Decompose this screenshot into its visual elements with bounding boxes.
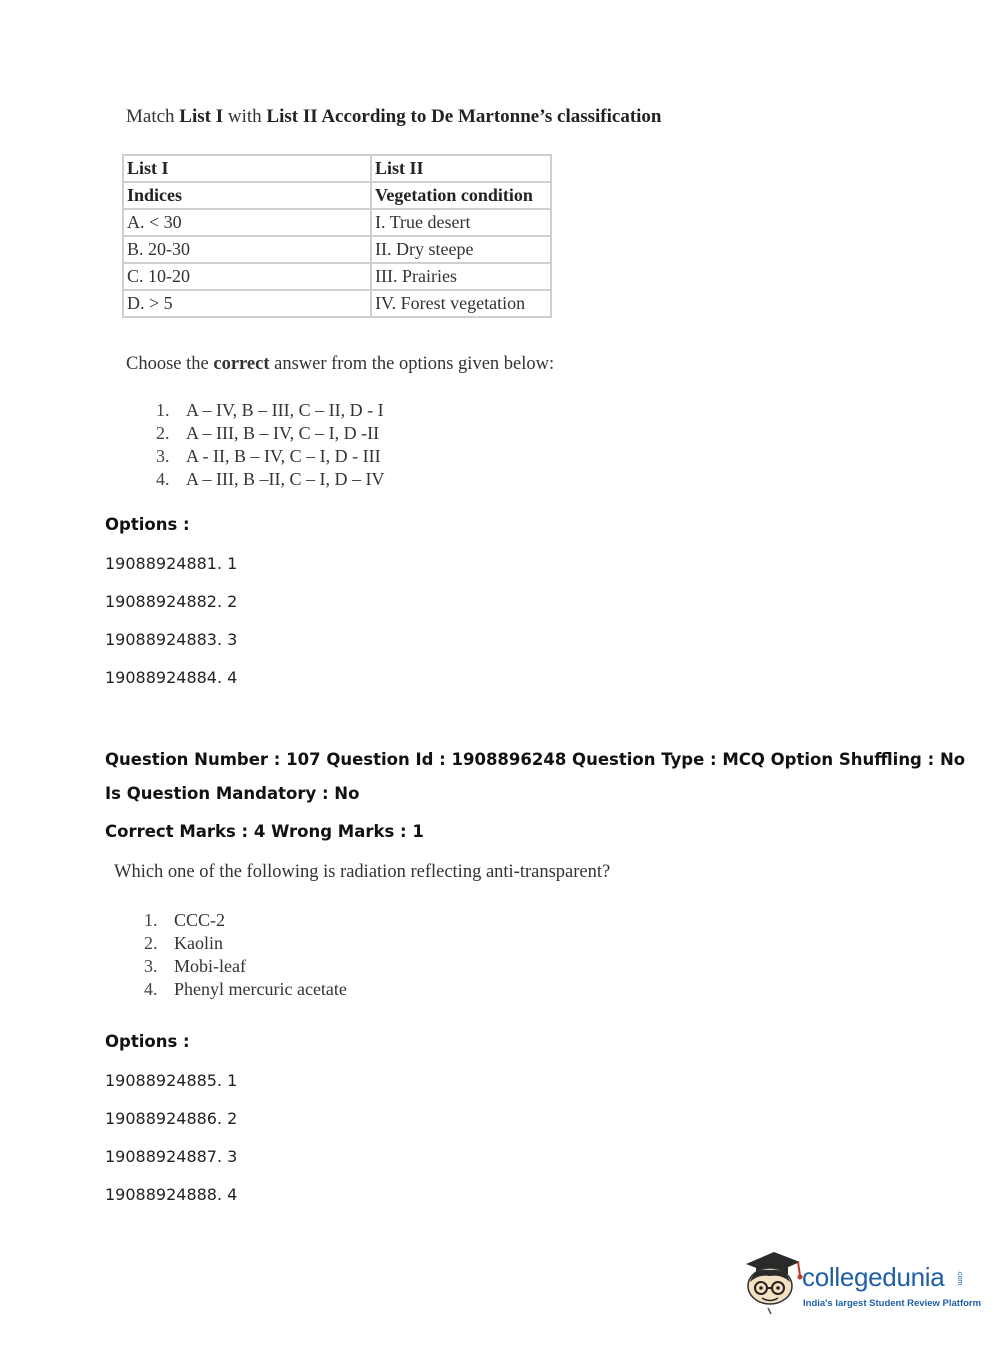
option-1: 19088924881. 1 <box>105 554 238 573</box>
q1-choice-list <box>156 399 384 491</box>
option-4: 19088924888. 4 <box>105 1185 238 1204</box>
table-row <box>123 236 551 263</box>
table-header-cell: List I <box>123 155 371 182</box>
list-item: 1. A – IV, B – III, C – II, D - I <box>156 400 384 420</box>
logo-suffix: .com <box>956 1270 963 1286</box>
table-row <box>123 290 551 317</box>
table-cell: D. > 5 <box>123 290 371 317</box>
q2-meta: Question Number : 107 Question Id : 1908896248 Question Type : MCQ Option Shuffling : No <box>105 750 966 769</box>
table-cell: A. < 30 <box>123 209 371 236</box>
q1-instruction: Choose the correct answer from the options given below: <box>126 354 555 374</box>
list-item: 1. CCC-2 <box>144 910 226 930</box>
table-cell: I. True desert <box>371 209 551 236</box>
list-item: 2. Kaolin <box>144 933 223 953</box>
table-cell: IV. Forest vegetation <box>371 290 551 317</box>
collegedunia-logo <box>742 1250 982 1320</box>
table-subheader-row <box>123 182 551 209</box>
q2-options-label: Options : <box>105 1032 190 1051</box>
option-4: 19088924884. 4 <box>105 668 238 687</box>
list-item: 3. Mobi-leaf <box>144 956 246 976</box>
option-1: 19088924885. 1 <box>105 1071 238 1090</box>
q1-question-text: Match List I with List II According to De Martonne’s classification <box>126 106 662 127</box>
option-3: 19088924887. 3 <box>105 1147 238 1166</box>
table-row <box>123 209 551 236</box>
match-table <box>122 154 552 318</box>
table-cell: II. Dry steepe <box>371 236 551 263</box>
q2-marks: Correct Marks : 4 Wrong Marks : 1 <box>105 822 424 841</box>
logo-wordmark: collegedunia <box>802 1262 945 1292</box>
option-2: 19088924882. 2 <box>105 592 238 611</box>
q2-mandatory: Is Question Mandatory : No <box>105 784 360 803</box>
option-2: 19088924886. 2 <box>105 1109 238 1128</box>
list-item: 4. Phenyl mercuric acetate <box>144 979 347 999</box>
table-cell: B. 20-30 <box>123 236 371 263</box>
option-3: 19088924883. 3 <box>105 630 238 649</box>
table-header-cell: Vegetation condition <box>371 182 551 209</box>
table-header-cell: List II <box>371 155 551 182</box>
q2-question-text: Which one of the following is radiation reflecting anti-transparent? <box>114 862 611 882</box>
list-item: 4. A – III, B –II, C – I, D – IV <box>156 469 385 489</box>
q2-choice-list <box>144 909 347 1001</box>
list-item: 3. A - II, B – IV, C – I, D - III <box>156 446 381 466</box>
table-row <box>123 263 551 290</box>
table-cell: III. Prairies <box>371 263 551 290</box>
list-item: 2. A – III, B – IV, C – I, D -II <box>156 423 380 443</box>
mascot-icon <box>742 1250 804 1316</box>
table-cell: C. 10-20 <box>123 263 371 290</box>
table-header-cell: Indices <box>123 182 371 209</box>
table-header-row <box>123 155 551 182</box>
q1-options-label: Options : <box>105 515 190 534</box>
logo-tagline: India's largest Student Review Platform <box>803 1298 982 1309</box>
